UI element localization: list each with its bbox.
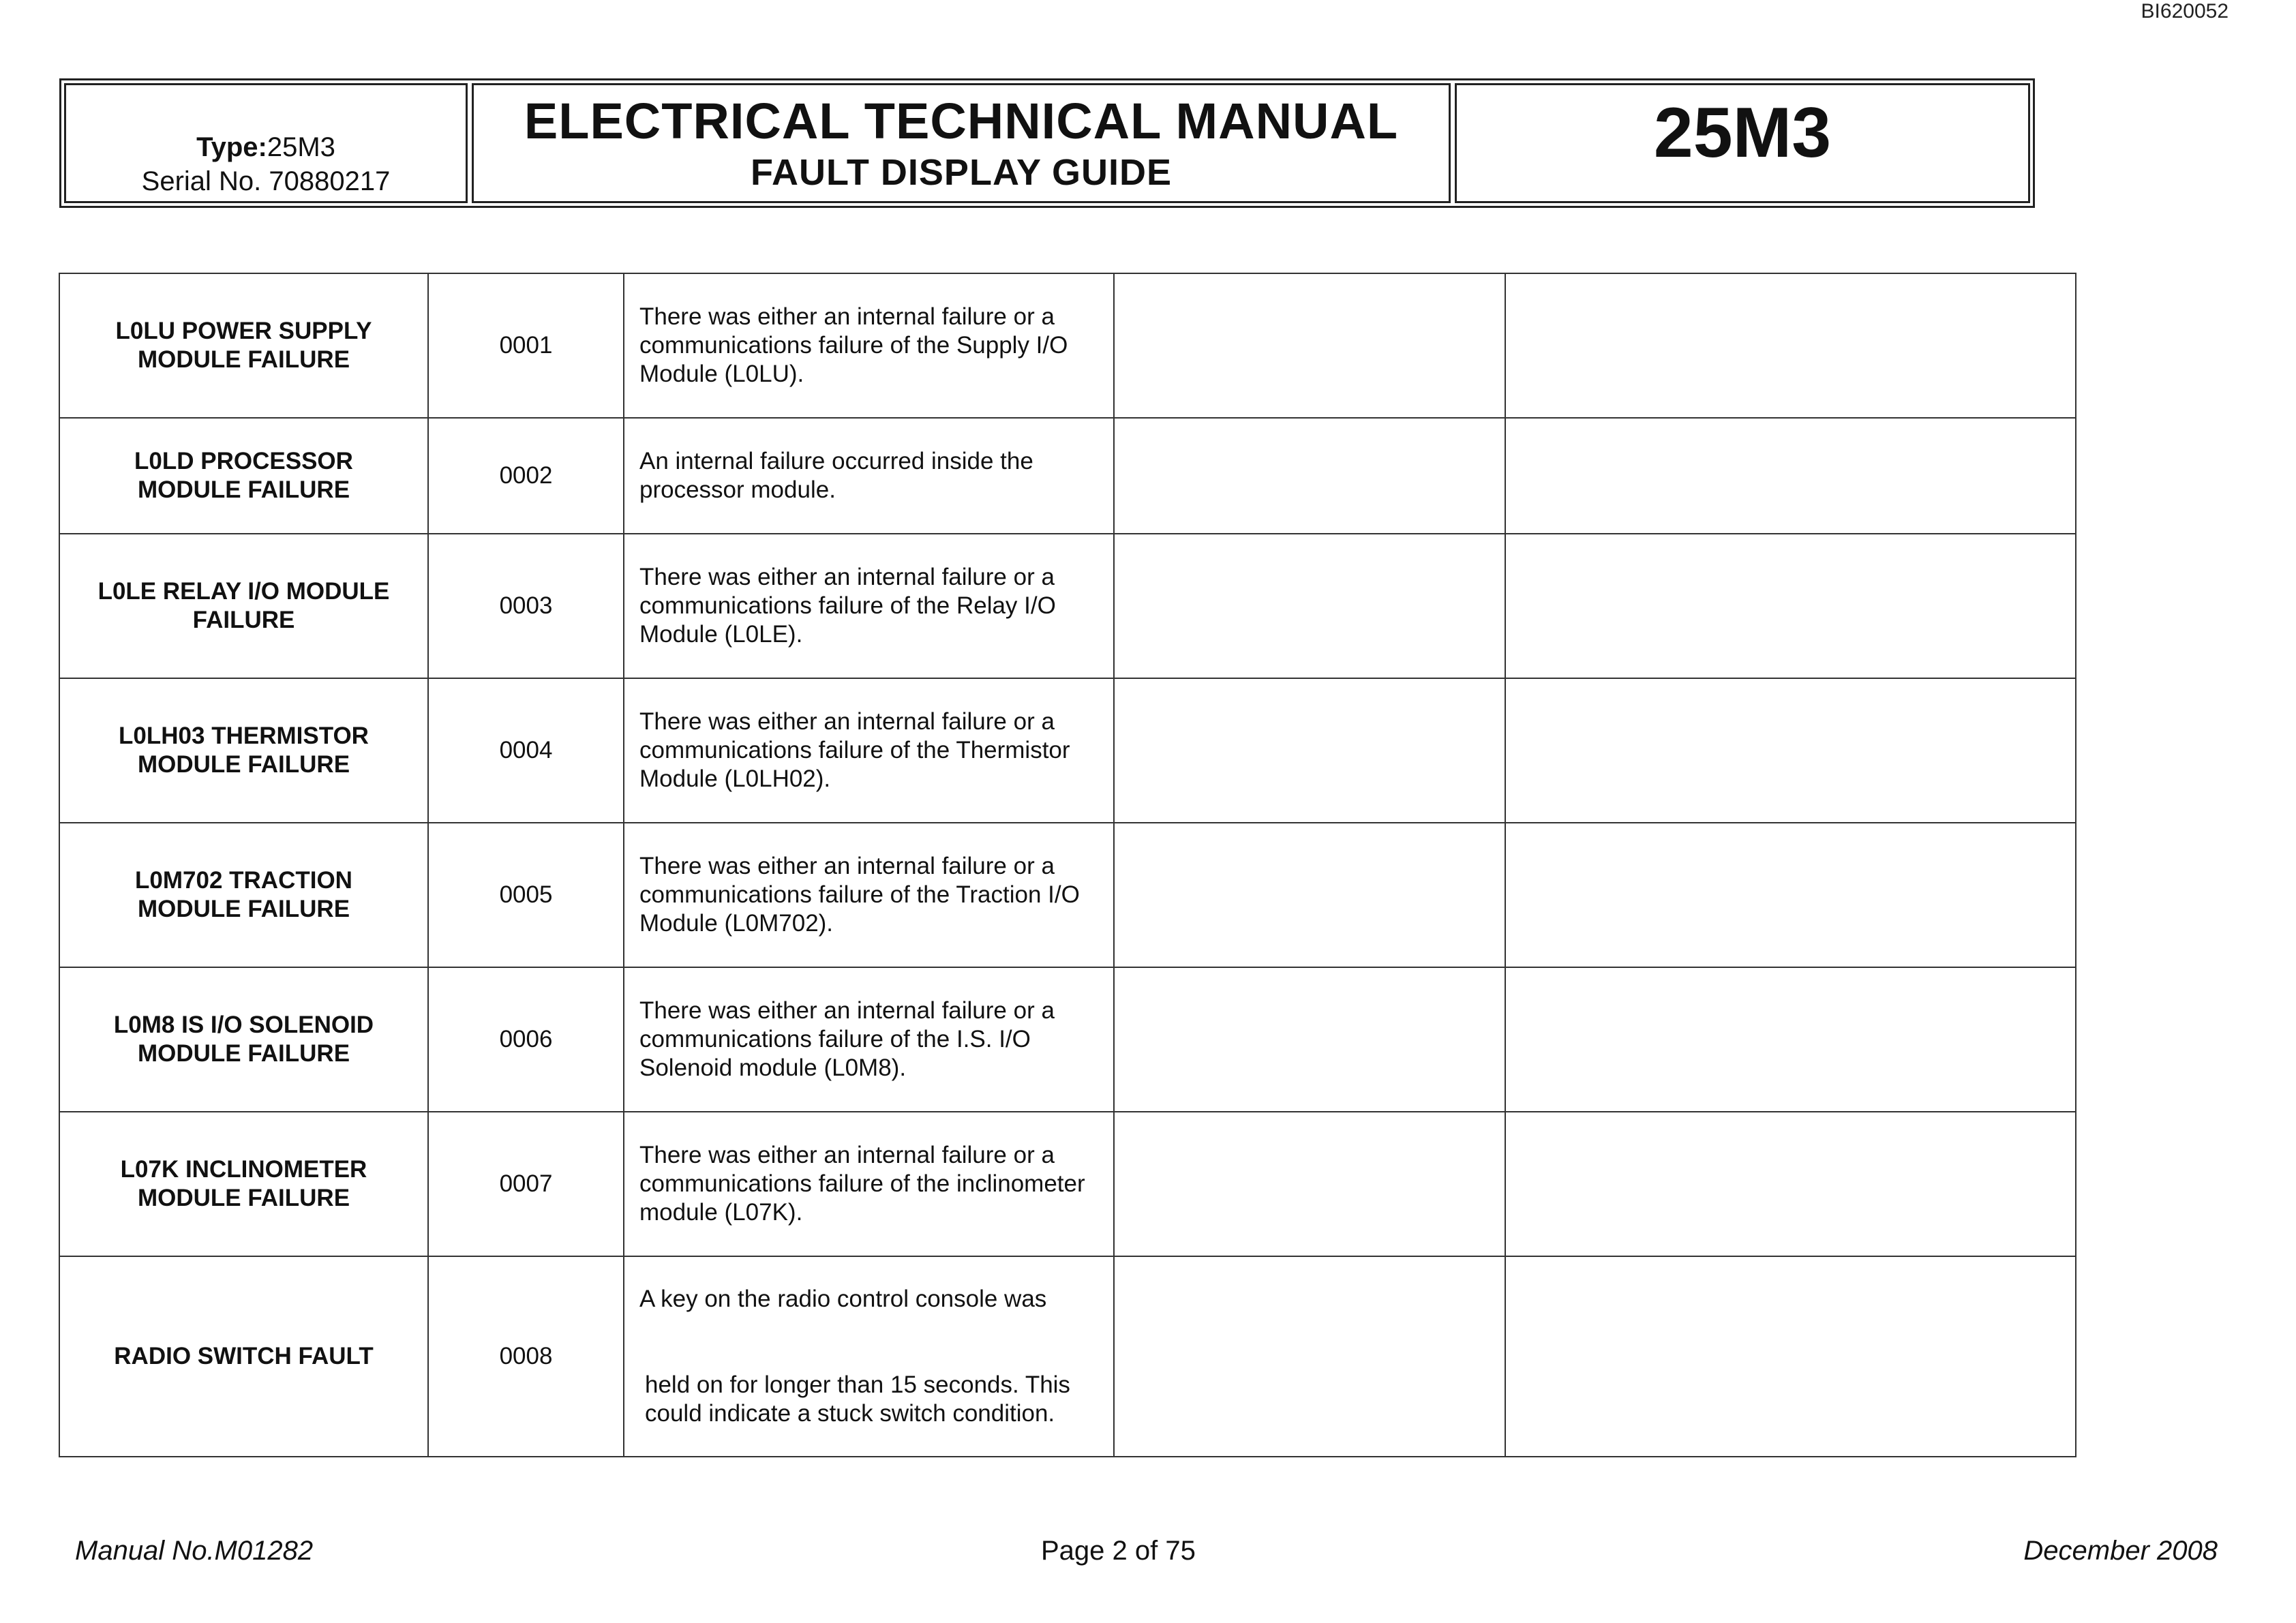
- model-box: [1455, 83, 2030, 203]
- fault-description-top: A key on the radio control console was: [639, 1286, 1047, 1312]
- table-row: [59, 534, 2076, 678]
- fault-code: 0006: [428, 967, 624, 1112]
- empty-cell: [1114, 534, 1505, 678]
- fault-code: 0002: [428, 418, 624, 534]
- type-label: Type:: [196, 132, 267, 162]
- fault-description: There was either an internal failure or a communications failure of the Traction I/O Module (L0M702).: [624, 823, 1114, 967]
- table-row: [59, 967, 2076, 1112]
- fault-description: An internal failure occurred inside the processor module.: [624, 418, 1114, 534]
- manual-number: Manual No.M01282: [75, 1536, 314, 1566]
- empty-cell: [1505, 273, 2076, 418]
- fault-name: L0LU POWER SUPPLY MODULE FAILURE: [59, 273, 428, 418]
- table-row: [59, 273, 2076, 418]
- document-subtitle: FAULT DISPLAY GUIDE: [750, 152, 1173, 193]
- document-title: ELECTRICAL TECHNICAL MANUAL: [524, 93, 1399, 149]
- fault-description: There was either an internal failure or a communications failure of the Thermistor Module (L0LH02).: [624, 678, 1114, 823]
- empty-cell: [1505, 418, 2076, 534]
- fault-code: 0001: [428, 273, 624, 418]
- fault-description: [624, 1256, 1114, 1457]
- empty-cell: [1505, 967, 2076, 1112]
- type-line: [196, 130, 335, 164]
- fault-code: 0008: [428, 1256, 624, 1457]
- table-row: [59, 418, 2076, 534]
- empty-cell: [1114, 678, 1505, 823]
- document-id: BI620052: [2141, 0, 2229, 22]
- empty-cell: [1505, 534, 2076, 678]
- fault-description: There was either an internal failure or a communications failure of the Relay I/O Module (L0LE).: [624, 534, 1114, 678]
- publication-date: December 2008: [2023, 1536, 2218, 1566]
- empty-cell: [1505, 1112, 2076, 1256]
- empty-cell: [1505, 1256, 2076, 1457]
- title-box: [472, 83, 1451, 203]
- fault-description: There was either an internal failure or a communications failure of the I.S. I/O Solenoid module (L0M8).: [624, 967, 1114, 1112]
- table-row: [59, 823, 2076, 967]
- fault-description: There was either an internal failure or a communications failure of the Supply I/O Module (L0LU).: [624, 273, 1114, 418]
- empty-cell: [1505, 678, 2076, 823]
- fault-name: L0M8 IS I/O SOLENOID MODULE FAILURE: [59, 967, 428, 1112]
- fault-code: 0004: [428, 678, 624, 823]
- fault-code: 0005: [428, 823, 624, 967]
- page-header: [59, 78, 2035, 208]
- table-row: [59, 1112, 2076, 1256]
- table-row: [59, 678, 2076, 823]
- empty-cell: [1114, 823, 1505, 967]
- empty-cell: [1114, 1112, 1505, 1256]
- empty-cell: [1114, 967, 1505, 1112]
- serial-number: Serial No. 70880217: [141, 166, 391, 196]
- fault-description: There was either an internal failure or a communications failure of the inclinometer module (L07K).: [624, 1112, 1114, 1256]
- type-value: 25M3: [267, 132, 335, 162]
- fault-name: L0LE RELAY I/O MODULE FAILURE: [59, 534, 428, 678]
- fault-description-wrapper: [639, 1285, 1100, 1428]
- fault-name: L07K INCLINOMETER MODULE FAILURE: [59, 1112, 428, 1256]
- empty-cell: [1505, 823, 2076, 967]
- model-number: 25M3: [1653, 93, 1832, 172]
- fault-code: 0007: [428, 1112, 624, 1256]
- empty-cell: [1114, 273, 1505, 418]
- fault-table: [59, 273, 2076, 1457]
- empty-cell: [1114, 1256, 1505, 1457]
- empty-cell: [1114, 418, 1505, 534]
- fault-description-bottom: held on for longer than 15 seconds. This could indicate a stuck switch condition.: [645, 1371, 1070, 1427]
- page-number: Page 2 of 75: [1041, 1536, 1196, 1566]
- fault-name: RADIO SWITCH FAULT: [59, 1256, 428, 1457]
- fault-name: L0LD PROCESSOR MODULE FAILURE: [59, 418, 428, 534]
- table-row: [59, 1256, 2076, 1457]
- fault-name: L0M702 TRACTION MODULE FAILURE: [59, 823, 428, 967]
- fault-code: 0003: [428, 534, 624, 678]
- type-serial-box: [64, 83, 468, 203]
- fault-name: L0LH03 THERMISTOR MODULE FAILURE: [59, 678, 428, 823]
